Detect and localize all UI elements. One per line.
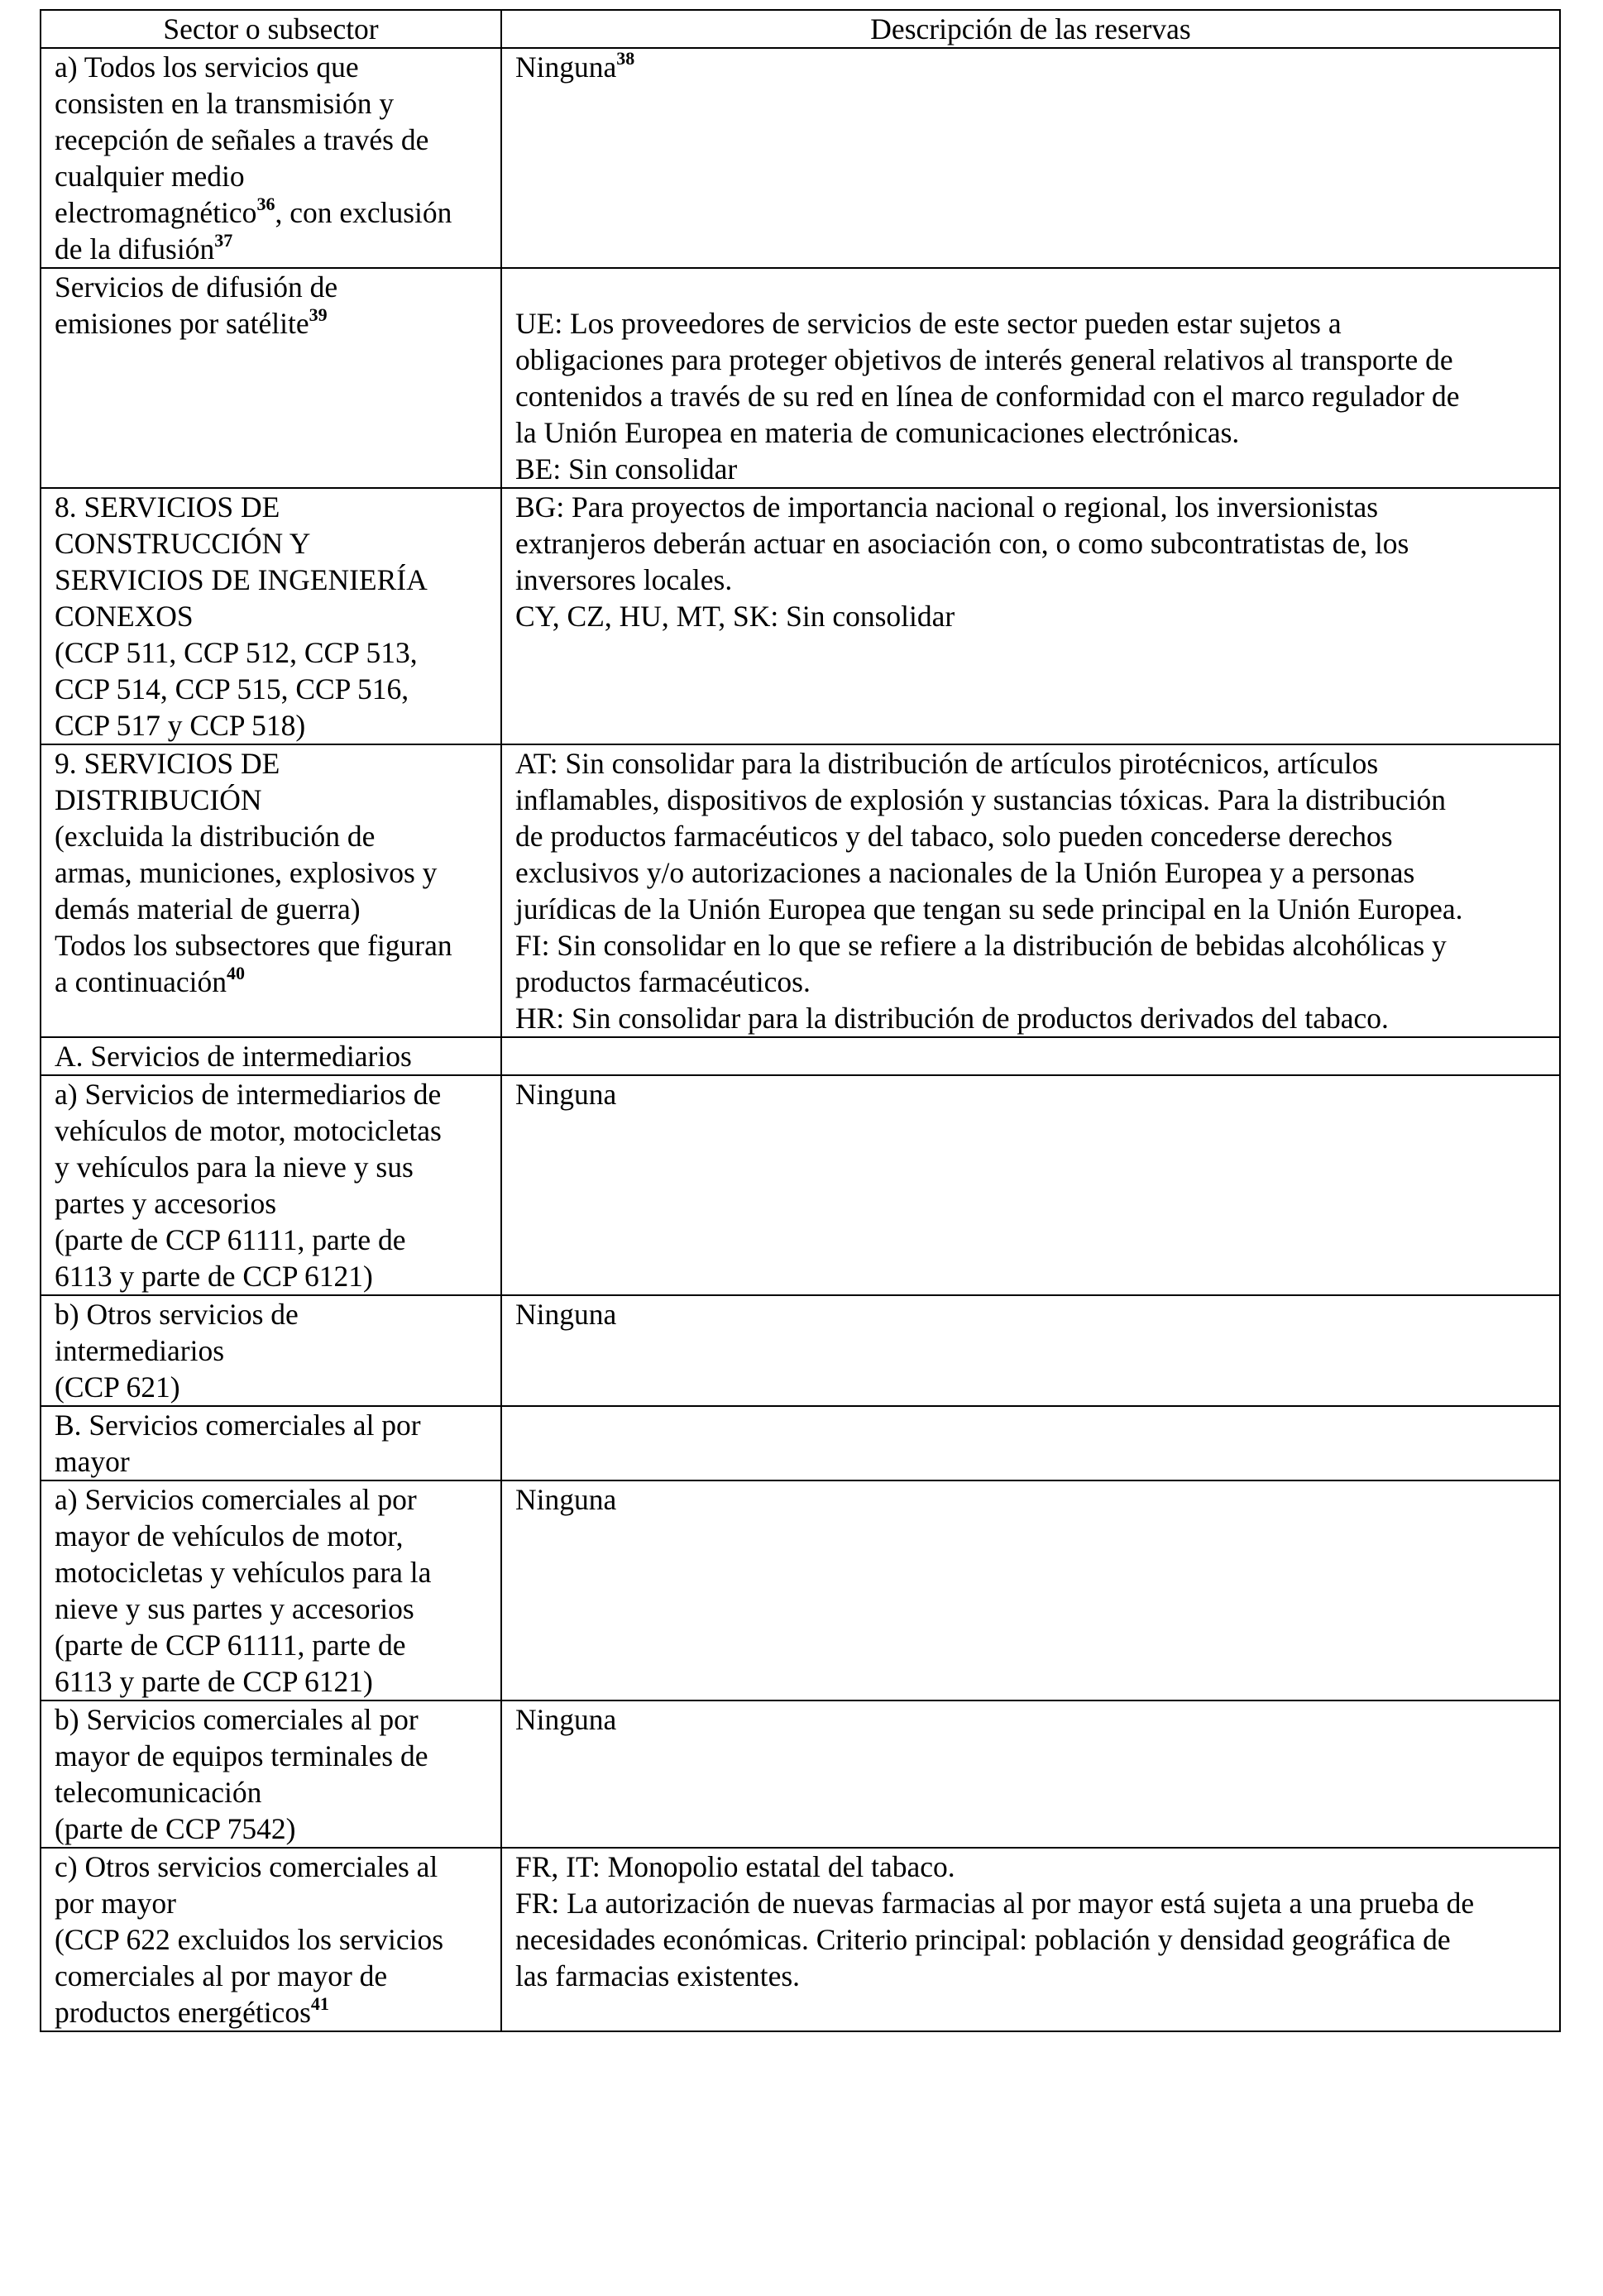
sector-line: intermediarios xyxy=(55,1334,225,1367)
sector-line: consisten en la transmisión y xyxy=(55,87,395,120)
description-cell xyxy=(501,744,1560,1037)
sector-line: de la difusión$^{37}$ xyxy=(55,230,233,265)
sector-line: (CCP 622 excluidos los servicios xyxy=(55,1923,444,1956)
description-cell xyxy=(501,1037,1560,1075)
table-row xyxy=(41,488,1560,744)
description-line: inversores locales. xyxy=(515,563,733,596)
reservations-table xyxy=(40,9,1561,2032)
sector-cell xyxy=(41,1295,501,1406)
sector-line: 9. SERVICIOS DE xyxy=(55,747,280,780)
spacer-line xyxy=(515,269,1549,305)
table-row xyxy=(41,1848,1560,2031)
sector-line: b) Servicios comerciales al por xyxy=(55,1703,419,1736)
sector-line: partes y accesorios xyxy=(55,1187,277,1220)
description-line: productos farmacéuticos. xyxy=(515,965,811,998)
description-line: extranjeros deberán actuar en asociación con, o como subcontratistas de, los xyxy=(515,527,1409,560)
footnote-ref: 39 xyxy=(309,304,328,326)
sector-line: productos energéticos$^{41}$ xyxy=(55,1993,329,2029)
header-sector: Sector o subsector xyxy=(41,10,501,48)
sector-cell xyxy=(41,1075,501,1295)
footnote-ref: 40 xyxy=(227,963,245,984)
sector-line: (CCP 511, CCP 512, CCP 513, xyxy=(55,636,418,669)
header-description: Descripción de las reservas xyxy=(501,10,1560,48)
table-row xyxy=(41,1075,1560,1295)
sector-cell xyxy=(41,488,501,744)
description-line: necesidades económicas. Criterio principal: población y densidad geográfica de xyxy=(515,1923,1451,1956)
sector-line: mayor de equipos terminales de xyxy=(55,1739,428,1772)
table-row xyxy=(41,1480,1560,1700)
description-cell xyxy=(501,1075,1560,1295)
description-line: Ninguna xyxy=(515,1298,617,1331)
description-line: Ninguna$^{38}$ xyxy=(515,48,635,84)
sector-line: a) Servicios comerciales al por xyxy=(55,1483,417,1516)
table-body xyxy=(41,48,1560,2031)
sector-cell xyxy=(41,1848,501,2031)
sector-line: CCP 517 y CCP 518) xyxy=(55,709,306,742)
description-line: BG: Para proyectos de importancia nacional o regional, los inversionistas xyxy=(515,490,1379,524)
sector-line: a continuación$^{40}$ xyxy=(55,963,245,998)
sector-line: CONSTRUCCIÓN Y xyxy=(55,527,311,560)
description-cell xyxy=(501,1295,1560,1406)
footnote-ref: 41 xyxy=(310,1993,329,2015)
description-cell xyxy=(501,488,1560,744)
description-line: Ninguna xyxy=(515,1078,617,1111)
sector-line: (parte de CCP 61111, parte de xyxy=(55,1223,406,1256)
table-row xyxy=(41,268,1560,488)
sector-line: cualquier medio xyxy=(55,160,245,193)
sector-line: b) Otros servicios de xyxy=(55,1298,299,1331)
description-line: las farmacias existentes. xyxy=(515,1959,801,1992)
sector-line: comerciales al por mayor de xyxy=(55,1959,388,1992)
sector-line: mayor de vehículos de motor, xyxy=(55,1519,404,1552)
sector-line: CCP 514, CCP 515, CCP 516, xyxy=(55,672,409,706)
sector-line: telecomunicación xyxy=(55,1776,262,1809)
description-cell xyxy=(501,268,1560,488)
sector-line: B. Servicios comerciales al por xyxy=(55,1409,421,1442)
sector-line: (parte de CCP 7542) xyxy=(55,1812,296,1845)
sector-line: y vehículos para la nieve y sus xyxy=(55,1150,414,1184)
sector-line: 6113 y parte de CCP 6121) xyxy=(55,1665,373,1698)
sector-line: vehículos de motor, motocicletas xyxy=(55,1114,442,1147)
sector-line: 6113 y parte de CCP 6121) xyxy=(55,1260,373,1293)
table-row xyxy=(41,48,1560,268)
sector-line: nieve y sus partes y accesorios xyxy=(55,1592,414,1625)
sector-line: demás material de guerra) xyxy=(55,892,361,926)
description-line: de productos farmacéuticos y del tabaco, solo pueden concederse derechos xyxy=(515,820,1393,853)
description-cell xyxy=(501,1406,1560,1480)
footnote-ref: 37 xyxy=(214,230,233,251)
description-line: AT: Sin consolidar para la distribución de artículos pirotécnicos, artículos xyxy=(515,747,1379,780)
sector-line: (excluida la distribución de xyxy=(55,820,376,853)
sector-line: SERVICIOS DE INGENIERÍA xyxy=(55,563,428,596)
footnote-ref: 36 xyxy=(256,194,275,215)
sector-line: A. Servicios de intermediarios xyxy=(55,1040,412,1073)
table-row xyxy=(41,744,1560,1037)
sector-line: Servicios de difusión de xyxy=(55,270,338,304)
sector-line: motocicletas y vehículos para la xyxy=(55,1556,432,1589)
sector-line: c) Otros servicios comerciales al xyxy=(55,1850,438,1883)
description-line: jurídicas de la Unión Europea que tengan su sede principal en la Unión Europea. xyxy=(515,892,1463,926)
sector-line: 8. SERVICIOS DE xyxy=(55,490,280,524)
table-row xyxy=(41,1700,1560,1848)
description-line: inflamables, dispositivos de explosión y sustancias tóxicas. Para la distribución xyxy=(515,783,1446,816)
sector-cell xyxy=(41,48,501,268)
sector-line: DISTRIBUCIÓN xyxy=(55,783,262,816)
description-line: la Unión Europea en materia de comunicaciones electrónicas. xyxy=(515,416,1240,449)
sector-cell xyxy=(41,1406,501,1480)
description-cell xyxy=(501,1480,1560,1700)
sector-cell xyxy=(41,1700,501,1848)
description-cell xyxy=(501,48,1560,268)
table-row xyxy=(41,1406,1560,1480)
sector-line: (parte de CCP 61111, parte de xyxy=(55,1629,406,1662)
table-row xyxy=(41,1037,1560,1075)
sector-line: CONEXOS xyxy=(55,600,194,633)
description-line: FI: Sin consolidar en lo que se refiere a la distribución de bebidas alcohólicas y xyxy=(515,929,1447,962)
table-header-row xyxy=(41,10,1560,48)
sector-line: mayor xyxy=(55,1445,130,1478)
table-row xyxy=(41,1295,1560,1406)
description-line: Ninguna xyxy=(515,1703,617,1736)
description-line: FR, IT: Monopolio estatal del tabaco. xyxy=(515,1850,955,1883)
description-cell xyxy=(501,1700,1560,1848)
description-line: exclusivos y/o autorizaciones a nacionales de la Unión Europea y a personas xyxy=(515,856,1415,889)
sector-cell xyxy=(41,744,501,1037)
sector-line: electromagnético$^{36}$, con exclusión xyxy=(55,194,452,229)
sector-line: a) Todos los servicios que xyxy=(55,50,359,84)
sector-cell xyxy=(41,268,501,488)
sector-line: emisiones por satélite$^{39}$ xyxy=(55,304,328,340)
sector-line: armas, municiones, explosivos y xyxy=(55,856,438,889)
description-line: obligaciones para proteger objetivos de interés general relativos al transporte de xyxy=(515,343,1453,376)
sector-line: (CCP 621) xyxy=(55,1370,180,1404)
sector-cell xyxy=(41,1480,501,1700)
description-line: BE: Sin consolidar xyxy=(515,452,738,486)
description-line: UE: Los proveedores de servicios de este sector pueden estar sujetos a xyxy=(515,307,1342,340)
sector-line: recepción de señales a través de xyxy=(55,123,429,156)
sector-line: a) Servicios de intermediarios de xyxy=(55,1078,442,1111)
description-line: CY, CZ, HU, MT, SK: Sin consolidar xyxy=(515,600,955,633)
description-line: FR: La autorización de nuevas farmacias al por mayor está sujeta a una prueba de xyxy=(515,1887,1475,1920)
sector-line: Todos los subsectores que figuran xyxy=(55,929,452,962)
description-cell xyxy=(501,1848,1560,2031)
footnote-ref: 38 xyxy=(616,48,635,69)
sector-cell xyxy=(41,1037,501,1075)
description-line: contenidos a través de su red en línea de conformidad con el marco regulador de xyxy=(515,380,1460,413)
description-line: Ninguna xyxy=(515,1483,617,1516)
sector-line: por mayor xyxy=(55,1887,176,1920)
description-line: HR: Sin consolidar para la distribución de productos derivados del tabaco. xyxy=(515,1002,1389,1035)
